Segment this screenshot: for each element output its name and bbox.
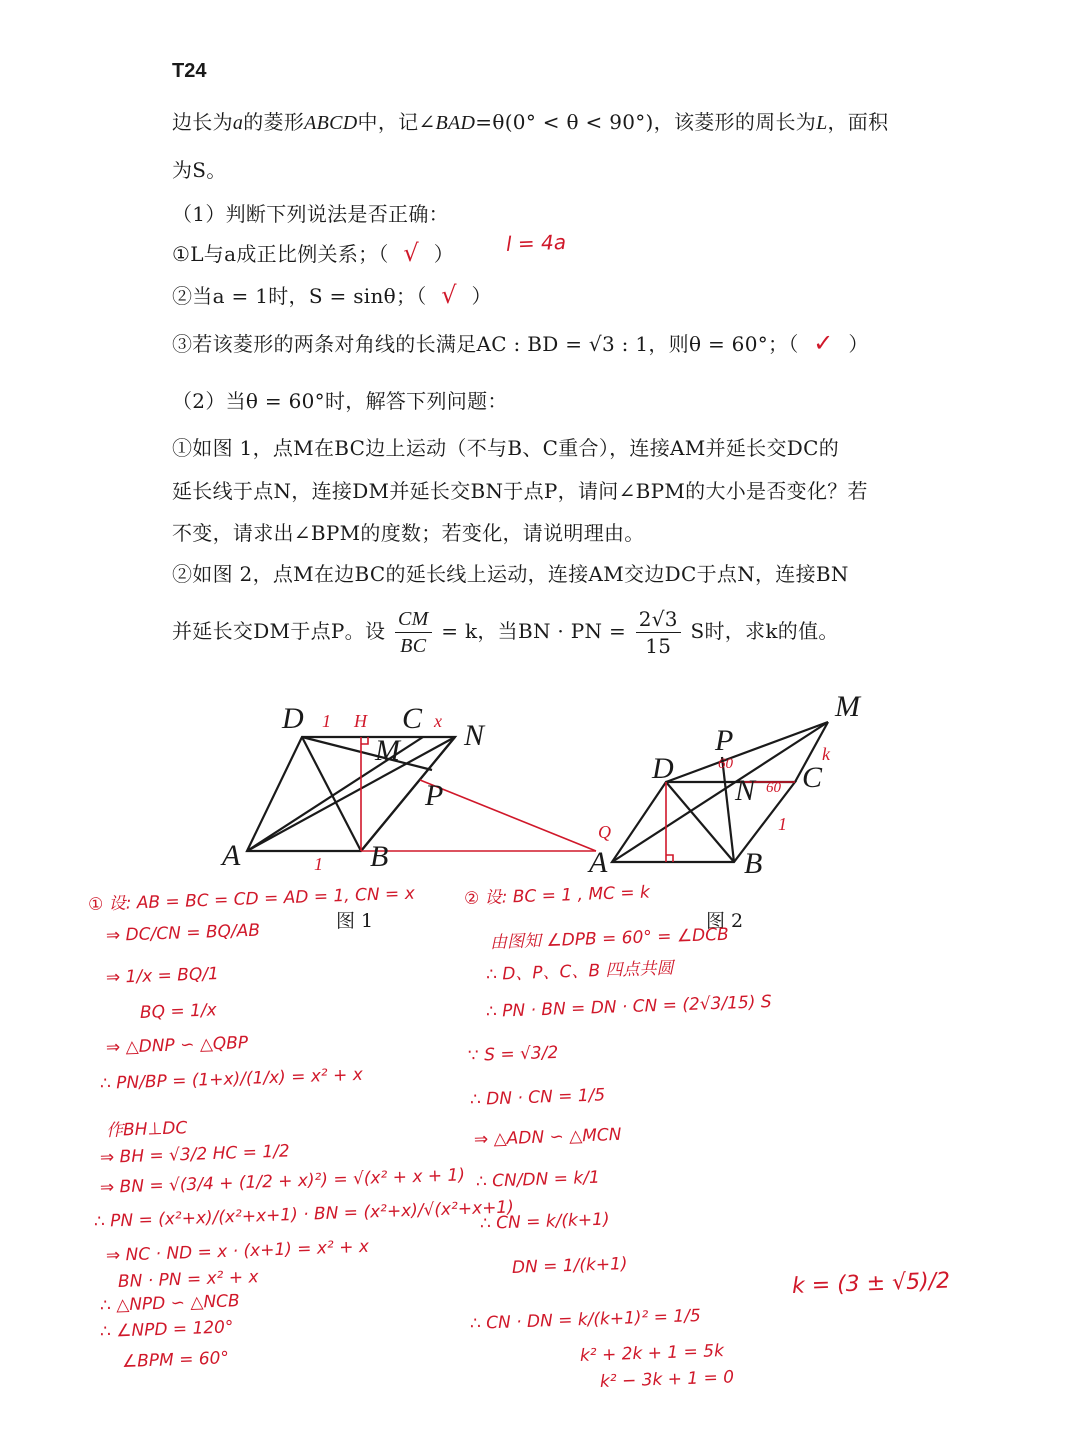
check-mark-icon: √ — [403, 239, 420, 267]
solution-left-line: BQ = 1/x — [139, 1000, 218, 1023]
label-segment-dh: 1 — [322, 711, 331, 731]
figure-2-caption: 图 2 — [706, 910, 744, 932]
intro-text: 中，记∠ — [357, 110, 436, 134]
fraction-denominator: BC — [400, 635, 427, 657]
question-2-text: S时，求k的值。 — [690, 619, 839, 643]
solution-right-line: ∴ CN · DN = k/(k+1)² = 1/5 — [469, 1305, 702, 1334]
label-point-q: Q — [598, 822, 611, 842]
question-2-text: 并延长交DM于点P。设 — [172, 619, 386, 643]
statement-3-close: ） — [848, 332, 869, 356]
intro-var-abcd: ABCD — [304, 112, 358, 134]
label-angle-n: 60 — [766, 780, 781, 796]
solution-left-line: ⇒ △DNP ∽ △QBP — [105, 1033, 249, 1058]
label-point-a: A — [589, 846, 608, 879]
figure-1-diagram — [247, 737, 455, 851]
intro-line-2: 为S。 — [172, 158, 227, 182]
solution-left-line: ⇒ 1/x = BQ/1 — [105, 964, 220, 988]
label-segment-cn: x — [434, 711, 442, 731]
diagonal-bd — [666, 782, 734, 862]
solution-left-line: ∴ △NPD ∽ △NCB — [99, 1291, 240, 1316]
fraction-denominator: 15 — [645, 634, 672, 658]
solution-right-line: ∴ CN = k/(k+1) — [479, 1209, 610, 1234]
figure-1-caption: 图 1 — [336, 910, 374, 932]
label-point-a: A — [222, 839, 241, 872]
label-point-d: D — [282, 702, 304, 735]
solution-left-line: ∠BPM = 60° — [121, 1348, 230, 1372]
question-1-line-2: 延长线于点N，连接DM并延长交BN于点P，请问∠BPM的大小是否变化？若 — [172, 479, 868, 503]
label-point-m: M — [835, 690, 860, 723]
solution-left-line: ⇒ BH = √3/2 HC = 1/2 — [99, 1141, 291, 1168]
intro-line-1 — [172, 106, 888, 135]
solution-left-line: BN · PN = x² + x — [117, 1267, 259, 1292]
label-angle-p: 60 — [718, 756, 733, 772]
solution-right-line: ⇒ △ADN ∽ △MCN — [473, 1124, 622, 1150]
question-2-line-2 — [172, 606, 839, 659]
extension-pq — [420, 780, 596, 851]
fraction-2root3-15 — [636, 606, 681, 659]
label-point-b: B — [744, 847, 763, 880]
solution-right-line: ∴ PN · BN = DN · CN = (2√3/15) S — [485, 992, 772, 1022]
label-segment-cm: k — [822, 744, 830, 764]
label-point-b: B — [370, 840, 389, 873]
solution-right-line: ∴ CN/DN = k/1 — [475, 1167, 601, 1192]
solution-left-line: ⇒ BN = √(3/4 + (1/2 + x)²) = √(x² + x + 1) — [99, 1165, 466, 1198]
solution-right-line: DN = 1/(k+1) — [511, 1253, 628, 1278]
solution-left-line: ⇒ NC · ND = x · (x+1) = x² + x — [105, 1236, 370, 1266]
fraction-numerator: CM — [395, 606, 432, 633]
statement-1-close: ） — [433, 242, 454, 266]
intro-var-L: L — [816, 112, 828, 134]
label-point-d: D — [652, 752, 674, 785]
label-point-c: C — [802, 761, 823, 794]
problem-number: T24 — [172, 60, 207, 82]
solution-left-line: ∴ PN = (x²+x)/(x²+x+1) · BN = (x²+x)/√(x²+x+1) — [93, 1197, 515, 1232]
solution-left-line: ⇒ DC/CN = BQ/AB — [105, 920, 261, 946]
solution-left-line: ① 设: AB = BC = CD = AD = 1, CN = x — [87, 883, 416, 915]
handwritten-note-l-4a: l = 4a — [505, 229, 567, 256]
part2-header: （2）当θ = 60°时，解答下列问题： — [172, 389, 508, 413]
solution-left-line: 作BH⊥DC — [105, 1118, 188, 1141]
solution-left-line: ∴ ∠NPD = 120° — [99, 1317, 234, 1342]
statement-1-text: ①L与a成正比例关系；（ — [172, 242, 389, 266]
label-point-m: M — [375, 734, 400, 767]
intro-var-bad: BAD — [435, 112, 476, 134]
intro-var-a: a — [232, 112, 244, 134]
solution-right-line: k² − 3k + 1 = 0 — [599, 1367, 735, 1392]
question-2-text: = k，当BN · PN = — [441, 619, 627, 643]
intro-text: ，面积 — [827, 110, 889, 134]
final-answer: k = (3 ± √5)/2 — [791, 1268, 951, 1299]
statement-2-text: ②当a = 1时，S = sinθ；（ — [172, 284, 427, 308]
intro-text: =θ(0° < θ < 90°)，该菱形的周长为 — [475, 110, 817, 134]
geometry-figures — [0, 680, 1080, 900]
intro-text: 边长为 — [172, 110, 233, 134]
check-mark-icon: ✓ — [813, 329, 834, 357]
label-point-n: N — [735, 774, 756, 807]
solution-right-line: ∴ D、P、C、B 四点共圆 — [485, 958, 674, 985]
label-point-n: N — [464, 719, 485, 752]
question-1-line-3: 不变，请求出∠BPM的度数；若变化，请说明理由。 — [172, 521, 645, 545]
solution-right-line: ② 设: BC = 1 , MC = k — [463, 882, 651, 909]
label-point-p: P — [425, 779, 444, 812]
fraction-cm-bc — [395, 606, 432, 659]
statement-2 — [172, 280, 492, 309]
statement-3 — [172, 328, 869, 357]
part1-header: （1）判断下列说法是否正确： — [172, 202, 449, 226]
label-segment-ab: 1 — [314, 854, 323, 874]
line-dm — [302, 737, 432, 770]
label-point-p: P — [715, 724, 734, 757]
solution-right-line: k² + 2k + 1 = 5k — [579, 1340, 725, 1366]
label-point-c: C — [402, 702, 423, 735]
fraction-numerator: 2√3 — [636, 606, 681, 633]
question-1-line-1: ①如图 1，点M在BC边上运动（不与B、C重合），连接AM并延长交DC的 — [172, 436, 839, 460]
line-bnp — [722, 757, 734, 862]
question-2-line-1: ②如图 2，点M在边BC的延长线上运动，连接AM交边DC于点N，连接BN — [172, 562, 849, 586]
label-segment-bc: 1 — [778, 814, 787, 834]
statement-2-close: ） — [471, 284, 492, 308]
solution-left-line: ∴ PN/BP = (1+x)/(1/x) = x² + x — [99, 1064, 364, 1094]
solution-right-line: ∴ DN · CN = 1/5 — [469, 1085, 606, 1110]
statement-1 — [172, 238, 454, 267]
solution-right-line: ∵ S = √3/2 — [467, 1042, 559, 1066]
check-mark-icon: √ — [441, 281, 457, 309]
solution-right-line: 由图知 ∠DPB = 60° = ∠DCB — [489, 924, 730, 953]
statement-3-text: ③若该菱形的两条对角线的长满足AC : BD = √3 : 1，则θ = 60°；（ — [172, 332, 799, 356]
intro-text: 的菱形 — [243, 110, 305, 134]
label-point-h: H — [354, 711, 367, 731]
